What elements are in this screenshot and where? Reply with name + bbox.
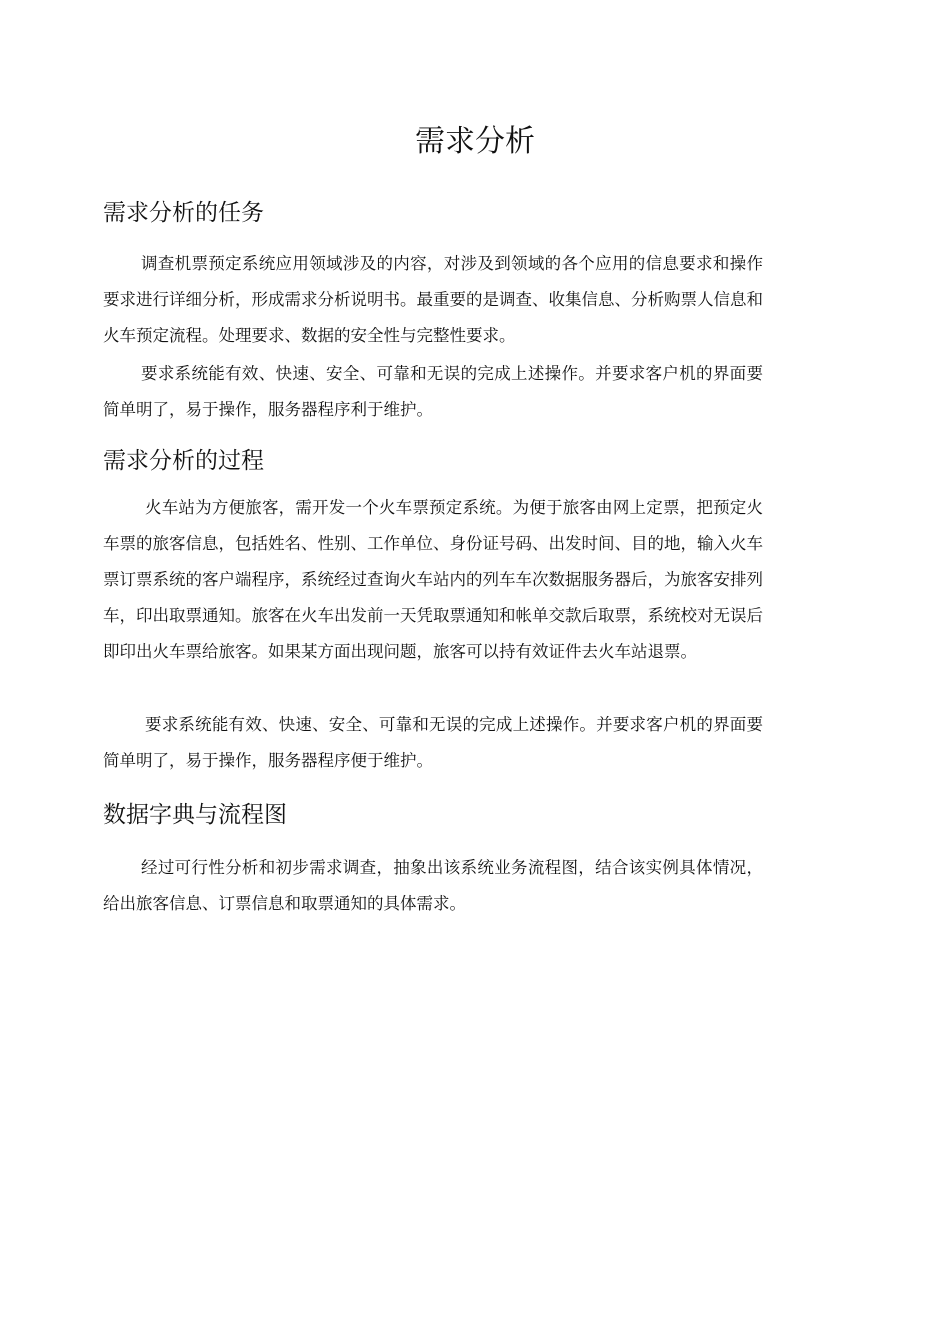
- document-title: 需求分析: [415, 124, 535, 159]
- paragraph-task-2: 要求系统能有效、快速、安全、可靠和无误的完成上述操作。并要求客户机的界面要简单明了，易于操作，服务器程序利于维护。: [103, 364, 763, 419]
- section-heading-task: 需求分析的任务: [103, 200, 264, 226]
- section-heading-process: 需求分析的过程: [103, 448, 264, 474]
- paragraph-data-dictionary-1: 经过可行性分析和初步需求调查，抽象出该系统业务流程图，结合该实例具体情况，给出旅客信息、订票信息和取票通知的具体需求。: [103, 858, 763, 913]
- paragraph-process-1: 火车站为方便旅客，需开发一个火车票预定系统。为便于旅客由网上定票，把预定火车票的旅客信息，包括姓名、性别、工作单位、身份证号码、出发时间、目的地，输入火车票订票系统的客户端程序，系统经过查询火车站内的列车车次数据服务器后，为旅客安排列车，印出取票通知。旅客在火车出发前一天凭取票通知和帐单交款后取票，系统校对无误后即印出火车票给旅客。如果某方面出现问题，旅客可以持有效证件去火车站退票。: [103, 498, 763, 661]
- section-heading-data-dictionary: 数据字典与流程图: [103, 802, 287, 828]
- paragraph-process-2: 要求系统能有效、快速、安全、可靠和无误的完成上述操作。并要求客户机的界面要简单明了，易于操作，服务器程序便于维护。: [103, 715, 763, 770]
- paragraph-task-1: 调查机票预定系统应用领域涉及的内容，对涉及到领域的各个应用的信息要求和操作要求进行详细分析，形成需求分析说明书。最重要的是调查、收集信息、分析购票人信息和火车预定流程。处理要求、数据的安全性与完整性要求。: [103, 254, 763, 345]
